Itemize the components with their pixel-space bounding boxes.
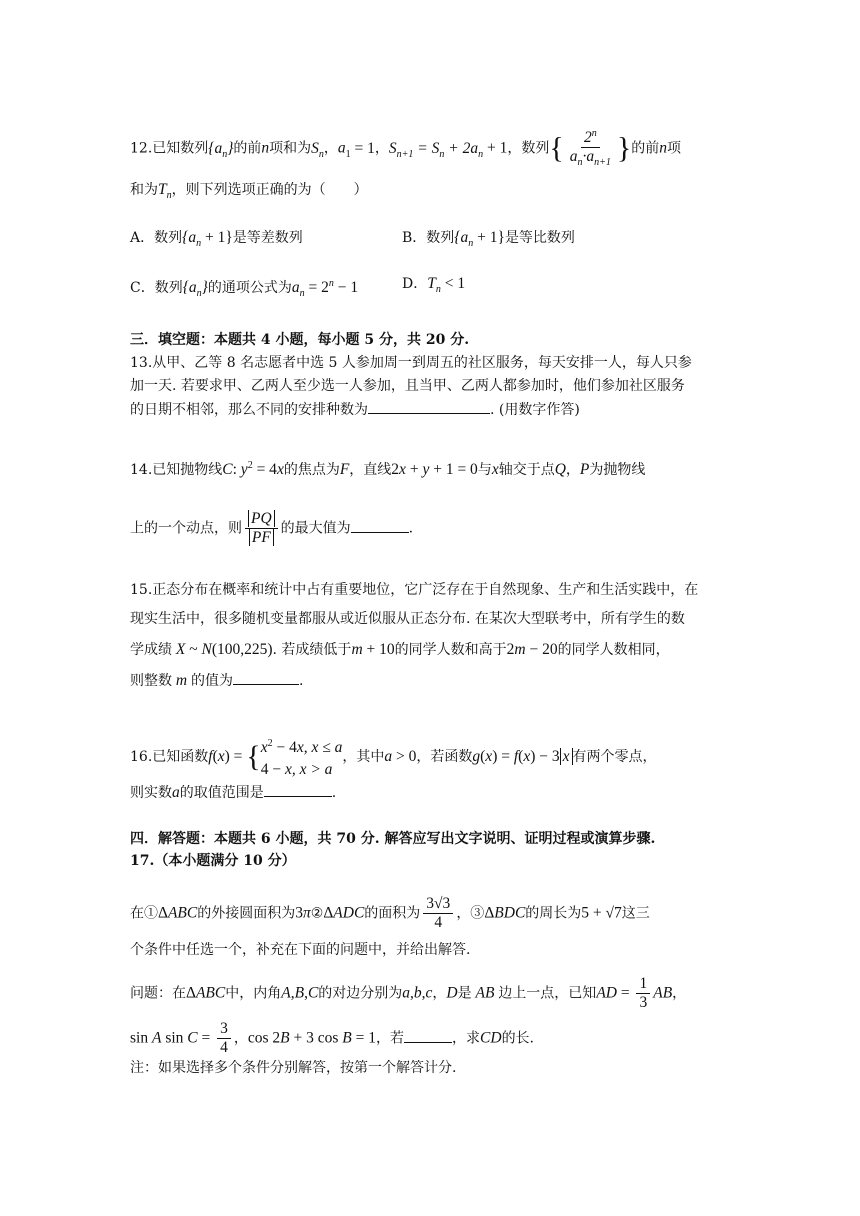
q14-line-1: 14.已知抛物线C: $y^2 = 4x$的焦点为F，直线2x + y + 1 = 0与x轴交于点Q，P为抛物线 (130, 460, 646, 479)
q12-option-a: A．数列$\{a_n + 1\}$是等差数列 (130, 229, 303, 250)
answer-blank (233, 670, 299, 685)
q15-line-4: 则整数 m 的值为 . (130, 672, 304, 689)
q13-line-1: 13.从甲、乙等 8 名志愿者中选 5 人参加周一到周五的社区服务，每天安排一人，每人只参 (130, 355, 692, 371)
answer-blank (404, 1028, 452, 1043)
q13-line-3: 的日期不相邻，那么不同的安排种数为 . (用数字作答) (130, 399, 580, 420)
q13-line-2: 加一天. 若要求甲、乙两人至少选一人参加，且当甲、乙两人都参加时，他们参加社区服务 (130, 378, 685, 394)
q17-line-1: 在①ΔABC的外接圆面积为3π②ΔADC的面积为 $\frac{3√3}{4}$ ，③ΔBDC的周长为5 + √7这三 (130, 895, 650, 931)
q12-line-2: 和为$T_n$，则下列选项正确的为（ ） (130, 181, 368, 202)
q17-line-4: sin A sin C = $\frac{3}{4}$ ，cos 2B + 3 cos B = 1，若 ，求CD的长. (130, 1020, 535, 1056)
answer-blank (264, 782, 332, 797)
q12-option-c: C．数列$\{a_n\}$的通项公式为$a_n = 2^n - 1$ (130, 278, 359, 300)
q17-note: 注：如果选择多个条件分别解答，按第一个解答计分. (130, 1060, 457, 1076)
q17-line-3: 问题：在ΔABC中，内角A,B,C的对边分别为a,b,c，D是 AB 边上一点，已知AD = $\frac{1}{3}$ AB， (130, 975, 687, 1011)
q16-line-1: 16.已知函数f(x) = { $x^2 - 4x$, x ≤ a 4 − x, x > a ，其中a > 0，若函数g(x) = f(x) − 3 x 有两个零点， (130, 738, 657, 779)
q15-line-1: 15.正态分布在概率和统计中占有重要地位，它广泛存在于自然现象、生产和生活实践中，在 (130, 582, 699, 598)
q15-line-2: 现实生活中，很多随机变量都服从或近似服从正态分布. 在某次大型联考中，所有学生的数 (130, 611, 685, 627)
q17-heading: 17.（本小题满分 10 分） (130, 853, 296, 869)
q15-line-3: 学成绩 X ~ N(100,225). 若成绩低于m + 10的同学人数和高于2m − 20的同学人数相同， (130, 641, 670, 658)
section-3-heading: 三．填空题：本题共 4 小题，每小题 5 分，共 20 分. (130, 332, 470, 348)
q17-line-2: 个条件中任选一个，补充在下面的问题中，并给出解答. (130, 942, 471, 958)
q14-line-2: 上的一个动点，则 $\frac{PQ}{PF}$ 的最大值为 . (130, 510, 414, 546)
answer-blank (351, 518, 409, 533)
q16-line-2: 则实数a的取值范围是 . (130, 784, 337, 801)
q12-option-b: B．数列$\{a_n + 1\}$是等比数列 (402, 229, 575, 250)
answer-blank (368, 399, 490, 414)
section-4-heading: 四．解答题：本题共 6 小题，共 70 分. 解答应写出文字说明、证明过程或演算步骤. (130, 831, 656, 847)
q12-line-1: 12.已知数列$\{a_n\}$的前n项和为$S_n$，$a_1 = 1$，$S_{n+1} = S_n + 2a_n + 1$，数列{ $\frac{2^n}{a_n\cdot a_{n+1}}$ }的前n项 (130, 125, 681, 172)
q12-option-d: D．$T_n < 1$ (402, 275, 466, 296)
